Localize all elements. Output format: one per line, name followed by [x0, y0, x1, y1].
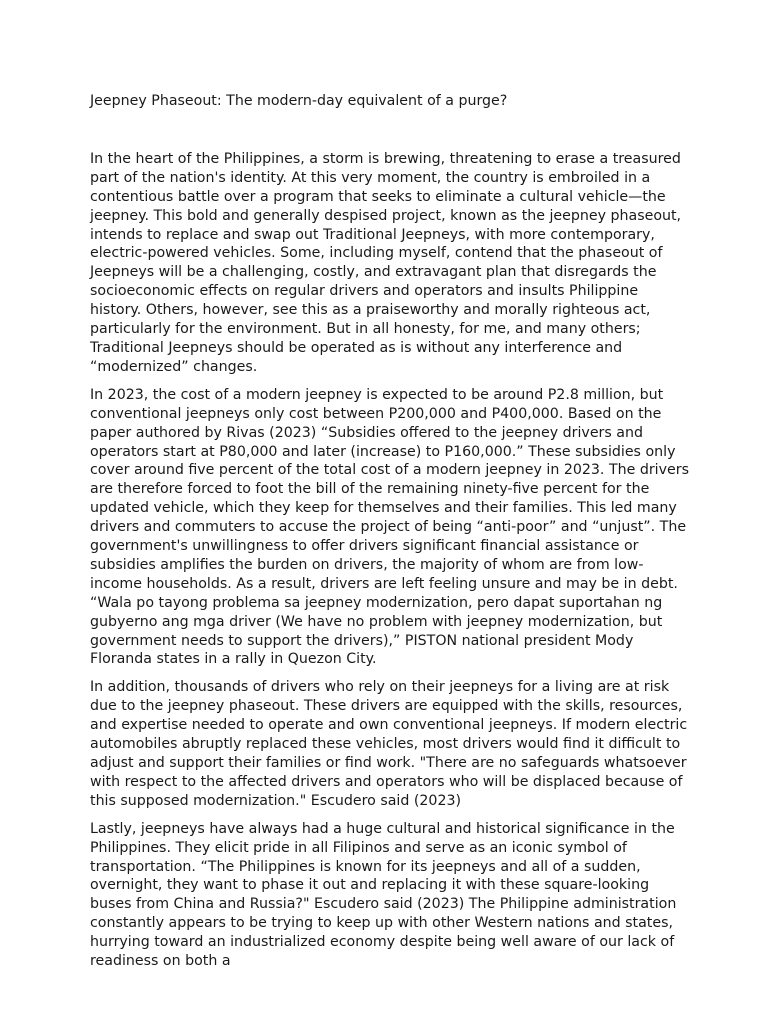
paragraph-intro: In the heart of the Philippines, a storm is brewing, threatening to erase a treasured part of the nation's identity. At this very moment, the country is embroiled in a contentious battle over a program that seeks to eliminate a cultural vehicle—the jeepney. This bold and generally despised project, known as the jeepney phaseout, intends to replace and swap out Traditional Jeepneys, with more contemporary, electric-powered vehicles. Some, including myself, contend that the phaseout of Jeepneys will be a challenging, costly, and extravagant plan that disregards the socioeconomic effects on regular drivers and operators and insults Philippine history. Others, however, see this as a praiseworthy and morally righteous act, particularly for the environment. But in all honesty, for me, and many others; Traditional Jeepneys should be operated as is without any interference and “modernized” changes. — [90, 150, 682, 375]
paragraph-culture: Lastly, jeepneys have always had a huge cultural and historical significance in the Philippines. They elicit pride in all Filipinos and serve as an iconic symbol of transportation. “The Philippines is known for its jeepneys and all of a sudden, overnight, they want to phase it out and replacing it with these square-looking buses from China and Russia?" Escudero said (2023) The Philippine administration constantly appears to be trying to keep up with other Western nations and states, hurrying toward an industrialized economy despite being well aware of our lack of readiness on both a — [90, 820, 677, 970]
paragraph-cost: In 2023, the cost of a modern jeepney is expected to be around P2.8 million, but conventional jeepneys only cost between P200,000 and P400,000. Based on the paper authored by Rivas (2023) “Subsidies offered to the jeepney drivers and operators start at P80,000 and later (increase) to P160,000.” These subsidies only cover around five percent of the total cost of a modern jeepney in 2023. The drivers are therefore forced to foot the bill of the remaining ninety-five percent for the updated vehicle, which they keep for themselves and their families. This led many drivers and commuters to accuse the project of being “anti-poor” and “unjust”. The government's unwillingness to offer drivers significant financial assistance or subsidies amplifies the burden on drivers, the majority of whom are from low-income households. As a result, drivers are left feeling unsure and may be in debt. “Wala po tayong problema sa jeepney modernization, pero dapat suportahan ng gubyerno ang mga driver (We have no problem with jeepney modernization, but government needs to support the drivers),” PISTON national president Mody Floranda states in a rally in Quezon City. — [90, 386, 689, 668]
document-title: Jeepney Phaseout: The modern-day equivalent of a purge? — [90, 93, 508, 109]
paragraph-drivers: In addition, thousands of drivers who rely on their jeepneys for a living are at risk due to the jeepney phaseout. These drivers are equipped with the skills, resources, and expertise needed to operate and own conventional jeepneys. If modern electric automobiles abruptly replaced these vehicles, most drivers would find it difficult to adjust and support their families or find work. "There are no safeguards whatsoever with respect to the affected drivers and operators who will be displaced because of this supposed modernization." Escudero said (2023) — [90, 679, 688, 809]
document-page — [90, 92, 690, 980]
